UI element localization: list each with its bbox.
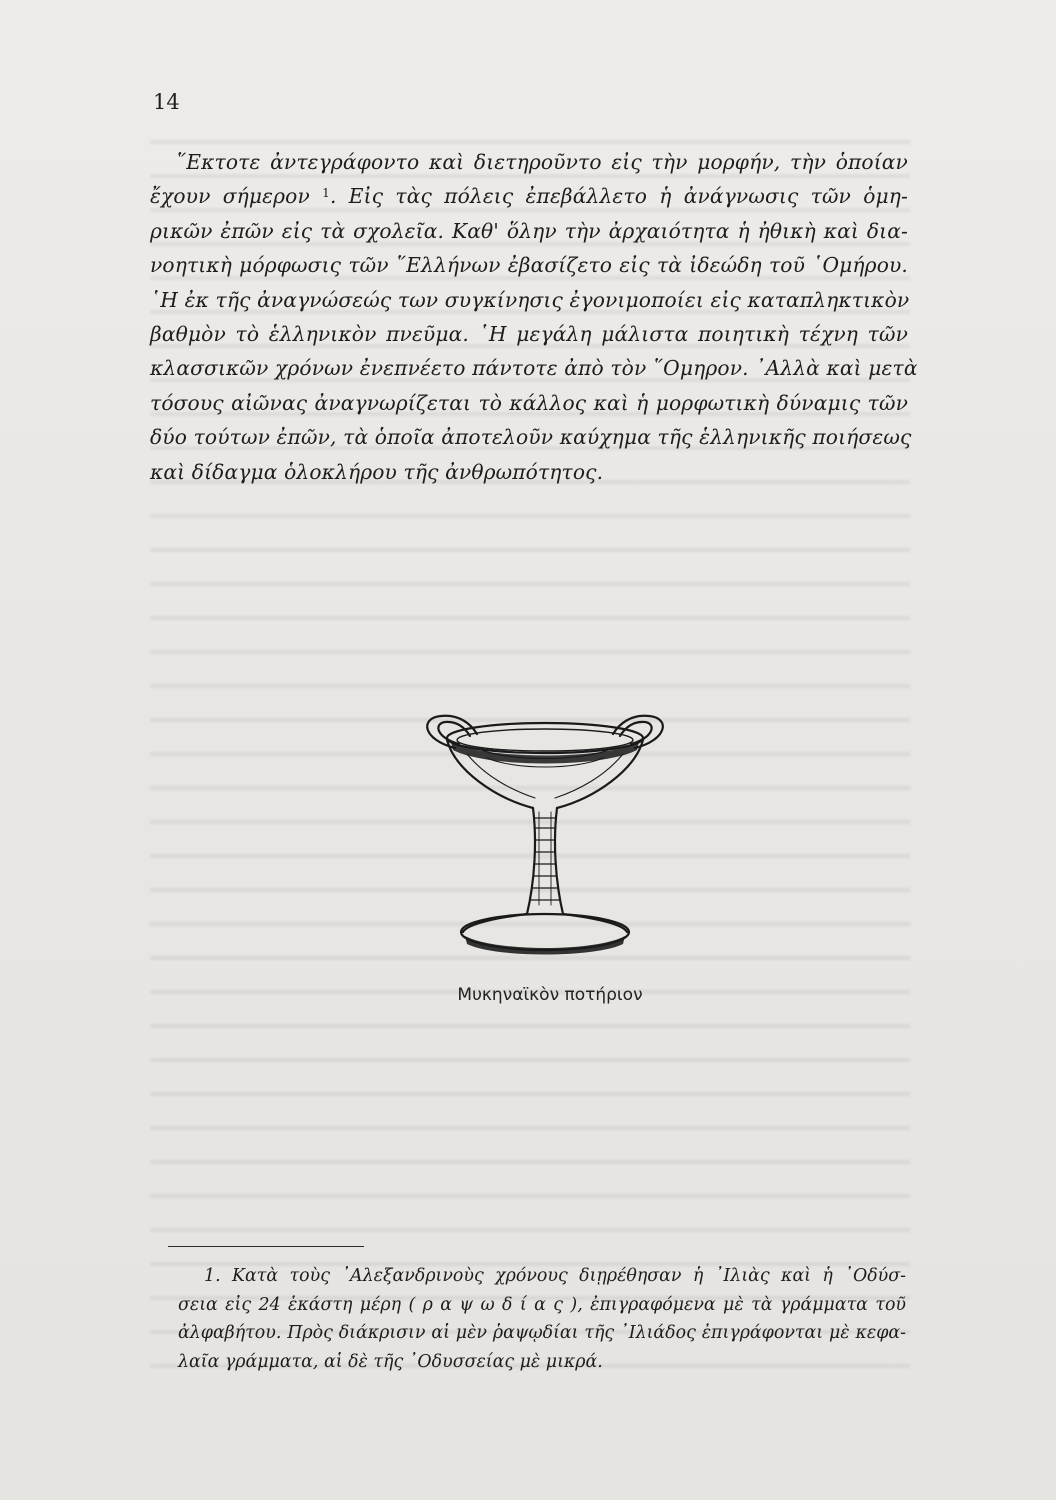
footnote-divider	[168, 1246, 364, 1247]
text-line: ρικῶν ἐπῶν εἰς τὰ σχολεῖα. Καθ' ὅλην τὴν ἀρχαιότητα ἡ ἠθικὴ καὶ δια-	[150, 218, 908, 243]
text-line: δύο τούτων ἐπῶν, τὰ ὁποῖα ἀποτελοῦν καύχημα τῆς ἑλληνικῆς ποιήσεως	[150, 425, 912, 450]
text-line: τόσους αἰῶνας ἀναγνωρίζεται τὸ κάλλος καὶ ἡ μορφωτικὴ δύναμις τῶν	[150, 390, 908, 415]
footnote-line: λαῖα γράμματα, αἱ δὲ τῆς ᾿Οδυσσείας μὲ μικρά.	[178, 1351, 603, 1372]
figure-caption: Μυκηναϊκὸν ποτήριον	[457, 985, 643, 1005]
text-line: καὶ δίδαγμα ὁλοκλήρου τῆς ἀνθρωπότητος.	[150, 459, 604, 484]
footnote-line: 1. Κατὰ τοὺς ᾿Αλεξανδρινοὺς χρόνους διῃρέθησαν ἡ ᾿Ιλιὰς καὶ ἡ ᾿Οδύσ-	[204, 1266, 906, 1286]
text-line: ῾Η ἐκ τῆς ἀναγνώσεώς των συγκίνησις ἐγονιμοποίει εἰς καταπληκτικὸν	[150, 287, 910, 312]
text-line: κλασσικῶν χρόνων ἐνεπνέετο πάντοτε ἀπὸ τὸν ῞Ομηρον. ᾿Αλλὰ καὶ μετὰ	[150, 356, 918, 381]
footnote-line: σεια εἰς 24 ἑκάστη μέρη ( ρ α ψ ω δ ί α ς ), ἐπιγραφόμενα μὲ τὰ γράμματα τοῦ	[178, 1294, 906, 1315]
text-fragment: ἔχουν σήμερον	[150, 184, 310, 209]
footnote	[178, 1262, 906, 1376]
goblet-figure	[415, 700, 675, 962]
text-fragment: . Εἰς τὰς πόλεις ἐπεβάλλετο ἡ ἀνάγνωσις τῶν ὁμη-	[329, 184, 908, 209]
text-line	[150, 179, 908, 213]
text-line: ῞Εκτοτε ἀντεγράφοντο καὶ διετηροῦντο εἰς τὴν μορφήν, τὴν ὁποίαν	[176, 150, 908, 174]
main-paragraph	[150, 145, 918, 489]
mycenaean-goblet-illustration	[415, 700, 675, 962]
footnote-line: ἀλφαβήτου. Πρὸς διάκρισιν αἱ μὲν ῥαψῳδίαι τῆς ᾿Ιλιάδος ἐπιγράφονται μὲ κεφα-	[178, 1323, 906, 1344]
text-line: βαθμὸν τὸ ἑλληνικὸν πνεῦμα. ῾Η μεγάλη μάλιστα ποιητικὴ τέχνη τῶν	[150, 322, 908, 347]
page-number: 14	[153, 90, 180, 114]
footnote-reference: 1	[322, 186, 330, 201]
text-line: νοητικὴ μόρφωσις τῶν ῞Ελλήνων ἐβασίζετο εἰς τὰ ἰδεώδη τοῦ ῾Ομήρου.	[150, 253, 908, 278]
